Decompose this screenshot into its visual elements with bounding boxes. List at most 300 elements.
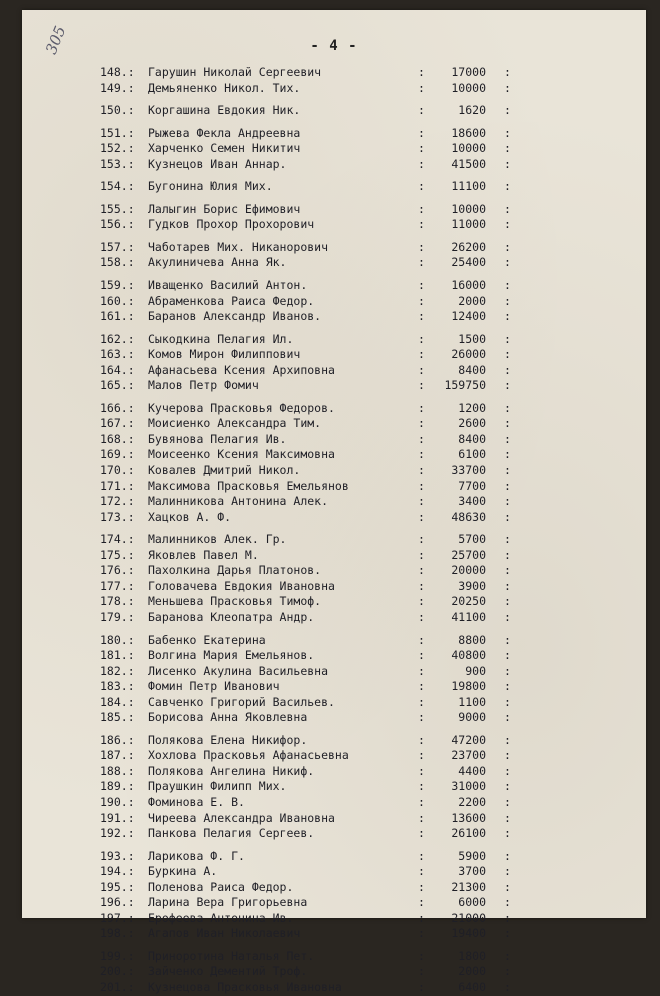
table-row xyxy=(100,479,620,495)
entry-separator: : xyxy=(504,879,511,894)
entry-separator: : xyxy=(418,80,425,95)
entry-name: Хацков А. Ф. xyxy=(148,509,232,524)
entry-number: 167.: xyxy=(100,416,135,431)
entry-separator: : xyxy=(418,400,425,415)
entry-amount: 21300 xyxy=(451,879,486,894)
entry-number: 197.: xyxy=(100,910,135,925)
entry-name: Пахолкина Дарья Платонов. xyxy=(148,563,322,578)
entry-name: Баранова Клеопатра Андр. xyxy=(148,609,315,624)
entry-separator: : xyxy=(418,179,425,194)
entry-amount: 19400 xyxy=(451,926,486,941)
table-row xyxy=(100,141,620,157)
entry-amount: 1800 xyxy=(458,948,486,963)
entry-separator: : xyxy=(418,632,425,647)
table-row xyxy=(100,432,620,448)
entry-separator: : xyxy=(504,609,511,624)
entry-name: Яковлев Павел М. xyxy=(148,547,259,562)
table-row xyxy=(100,378,620,394)
entry-separator: : xyxy=(418,278,425,293)
entry-name: Моисиенко Александра Тим. xyxy=(148,416,322,431)
entry-separator: : xyxy=(418,964,425,979)
entry-separator: : xyxy=(504,331,511,346)
entry-number: 170.: xyxy=(100,463,135,478)
table-row xyxy=(100,81,620,97)
entry-amount: 17000 xyxy=(451,65,486,79)
table-row xyxy=(100,779,620,795)
entry-separator: : xyxy=(418,748,425,763)
entry-separator: : xyxy=(504,103,511,118)
entry-separator: : xyxy=(504,794,511,809)
entry-separator: : xyxy=(418,478,425,493)
entry-name: Агапов Иван Николаевич xyxy=(148,926,301,941)
entry-amount: 12400 xyxy=(451,309,486,324)
entry-separator: : xyxy=(418,848,425,863)
entry-number: 199.: xyxy=(100,948,135,963)
entry-separator: : xyxy=(418,563,425,578)
table-row xyxy=(100,710,620,726)
entry-name: Праушкин Филипп Мих. xyxy=(148,779,287,794)
entry-separator: : xyxy=(504,926,511,941)
entry-amount: 13600 xyxy=(451,810,486,825)
entry-separator: : xyxy=(504,594,511,609)
entry-separator: : xyxy=(418,293,425,308)
entry-name: Ерофеева Антонина Ив. xyxy=(148,910,294,925)
entry-name: Демьяненко Никол. Тих. xyxy=(148,80,301,95)
table-row xyxy=(100,664,620,680)
entry-amount: 11100 xyxy=(451,179,486,194)
entry-number: 181.: xyxy=(100,648,135,663)
table-row xyxy=(100,610,620,626)
entry-amount: 18600 xyxy=(451,125,486,140)
table-row xyxy=(100,679,620,695)
entry-separator: : xyxy=(418,509,425,524)
entry-separator: : xyxy=(418,239,425,254)
entry-name: Моисеенко Ксения Максимовна xyxy=(148,447,335,462)
entry-name: Чиреева Александра Ивановна xyxy=(148,810,335,825)
table-row xyxy=(100,416,620,432)
entry-amount: 10000 xyxy=(451,141,486,156)
entry-name: Коргашина Евдокия Ник. xyxy=(148,103,301,118)
entry-number: 162.: xyxy=(100,331,135,346)
entry-name: Полякова Елена Никифор. xyxy=(148,732,308,747)
entry-separator: : xyxy=(504,910,511,925)
entry-amount: 26100 xyxy=(451,826,486,841)
entry-separator: : xyxy=(504,141,511,156)
table-row xyxy=(100,579,620,595)
table-row xyxy=(100,811,620,827)
entry-amount: 3700 xyxy=(458,864,486,879)
entry-separator: : xyxy=(418,732,425,747)
entry-separator: : xyxy=(504,378,511,393)
entry-separator: : xyxy=(504,400,511,415)
entry-separator: : xyxy=(418,710,425,725)
entry-name: Волгина Мария Емельянов. xyxy=(148,648,315,663)
entry-number: 175.: xyxy=(100,547,135,562)
entry-separator: : xyxy=(504,65,511,79)
entry-name: Лисенко Акулина Васильевна xyxy=(148,663,329,678)
entry-separator: : xyxy=(418,156,425,171)
table-row xyxy=(100,309,620,325)
entry-separator: : xyxy=(504,632,511,647)
entry-number: 174.: xyxy=(100,532,135,547)
entry-separator: : xyxy=(418,331,425,346)
entry-separator: : xyxy=(504,864,511,879)
entry-separator: : xyxy=(418,594,425,609)
table-row xyxy=(100,332,620,348)
entry-amount: 3900 xyxy=(458,578,486,593)
entry-separator: : xyxy=(418,447,425,462)
entry-separator: : xyxy=(418,347,425,362)
entry-name: Панкова Пелагия Сергеев. xyxy=(148,826,315,841)
table-row xyxy=(100,347,620,363)
entry-name: Фомин Петр Иванович xyxy=(148,679,280,694)
entry-separator: : xyxy=(504,648,511,663)
entry-separator: : xyxy=(504,578,511,593)
entry-separator: : xyxy=(504,362,511,377)
table-row xyxy=(100,548,620,564)
entry-amount: 7700 xyxy=(458,478,486,493)
entry-separator: : xyxy=(418,547,425,562)
document-page xyxy=(22,10,646,994)
entry-number: 194.: xyxy=(100,864,135,879)
table-row xyxy=(100,494,620,510)
entry-number: 172.: xyxy=(100,494,135,509)
entry-number: 182.: xyxy=(100,663,135,678)
entry-amount: 47200 xyxy=(451,732,486,747)
entry-name: Борисова Анна Яковлевна xyxy=(148,710,308,725)
entry-name: Кучерова Прасковья Федоров. xyxy=(148,400,335,415)
entry-name: Ларина Вера Григорьевна xyxy=(148,895,308,910)
entry-name: Иващенко Василий Антон. xyxy=(148,278,308,293)
entry-name: Бугонина Юлия Мих. xyxy=(148,179,273,194)
entry-separator: : xyxy=(504,416,511,431)
entry-amount: 20250 xyxy=(451,594,486,609)
entry-name: Буркина А. xyxy=(148,864,218,879)
entry-separator: : xyxy=(418,416,425,431)
entry-amount: 25700 xyxy=(451,547,486,562)
entry-number: 195.: xyxy=(100,879,135,894)
table-row xyxy=(100,278,620,294)
entry-number: 165.: xyxy=(100,378,135,393)
entry-amount: 2000 xyxy=(458,964,486,979)
entry-name: Афанасьева Ксения Архиповна xyxy=(148,362,335,377)
entry-number: 171.: xyxy=(100,478,135,493)
entry-number: 164.: xyxy=(100,362,135,377)
table-row xyxy=(100,849,620,865)
entry-number: 163.: xyxy=(100,347,135,362)
entry-separator: : xyxy=(418,463,425,478)
entry-separator: : xyxy=(418,910,425,925)
entry-number: 180.: xyxy=(100,632,135,647)
entry-separator: : xyxy=(418,810,425,825)
table-row xyxy=(100,633,620,649)
entry-separator: : xyxy=(504,447,511,462)
table-row xyxy=(100,202,620,218)
entry-separator: : xyxy=(504,509,511,524)
entry-amount: 5700 xyxy=(458,532,486,547)
entry-separator: : xyxy=(504,179,511,194)
entry-name: Приноротина Наталья Пет. xyxy=(148,948,315,963)
entry-separator: : xyxy=(418,141,425,156)
entry-number: 158.: xyxy=(100,255,135,270)
entry-separator: : xyxy=(418,201,425,216)
table-row xyxy=(100,864,620,880)
entry-separator: : xyxy=(504,748,511,763)
entry-name: Комов Мирон Филиппович xyxy=(148,347,301,362)
entry-separator: : xyxy=(504,239,511,254)
archive-mark: 305 xyxy=(42,23,70,57)
entry-amount: 9000 xyxy=(458,710,486,725)
entry-number: 161.: xyxy=(100,309,135,324)
entry-name: Баранов Александр Иванов. xyxy=(148,309,322,324)
entry-separator: : xyxy=(504,494,511,509)
table-row xyxy=(100,764,620,780)
entry-amount: 40800 xyxy=(451,648,486,663)
table-row xyxy=(100,648,620,664)
table-row xyxy=(100,563,620,579)
entry-separator: : xyxy=(504,431,511,446)
entry-number: 200.: xyxy=(100,964,135,979)
entry-separator: : xyxy=(418,794,425,809)
table-row xyxy=(100,733,620,749)
entry-name: Максимова Прасковья Емельянов xyxy=(148,478,349,493)
entry-number: 196.: xyxy=(100,895,135,910)
entry-name: Полякова Ангелина Никиф. xyxy=(148,763,315,778)
entry-name: Поленова Раиса Федор. xyxy=(148,879,294,894)
entry-separator: : xyxy=(418,895,425,910)
entry-amount: 41500 xyxy=(451,156,486,171)
entry-name: Малинникова Антонина Алек. xyxy=(148,494,329,509)
entry-amount: 1100 xyxy=(458,694,486,709)
entry-separator: : xyxy=(504,201,511,216)
entry-amount: 1500 xyxy=(458,331,486,346)
entry-number: 177.: xyxy=(100,578,135,593)
entry-separator: : xyxy=(504,278,511,293)
table-row xyxy=(100,926,620,942)
entry-separator: : xyxy=(418,663,425,678)
table-row xyxy=(100,103,620,119)
entry-separator: : xyxy=(504,255,511,270)
entry-number: 153.: xyxy=(100,156,135,171)
entry-separator: : xyxy=(504,826,511,841)
entry-number: 201.: xyxy=(100,979,135,994)
entry-name: Чаботарев Мих. Никанорович xyxy=(148,239,329,254)
entry-separator: : xyxy=(418,578,425,593)
entry-number: 193.: xyxy=(100,848,135,863)
entry-name: Хохлова Прасковья Афанасьевна xyxy=(148,748,349,763)
entry-amount: 5900 xyxy=(458,848,486,863)
entry-name: Сыкодкина Пелагия Ил. xyxy=(148,331,294,346)
entry-separator: : xyxy=(504,547,511,562)
entry-amount: 8400 xyxy=(458,362,486,377)
table-row xyxy=(100,240,620,256)
entry-amount: 33700 xyxy=(451,463,486,478)
entry-name: Кузнецова Прасковья Ивановна xyxy=(148,979,342,994)
entry-name: Головачева Евдокия Ивановна xyxy=(148,578,335,593)
entry-number: 159.: xyxy=(100,278,135,293)
entry-amount: 3400 xyxy=(458,494,486,509)
entry-list xyxy=(100,65,620,996)
entry-name: Фоминова Е. В. xyxy=(148,794,245,809)
entry-amount: 26200 xyxy=(451,239,486,254)
entry-amount: 26000 xyxy=(451,347,486,362)
entry-number: 186.: xyxy=(100,732,135,747)
table-row xyxy=(100,964,620,980)
entry-separator: : xyxy=(504,779,511,794)
entry-amount: 159750 xyxy=(444,378,486,393)
table-row xyxy=(100,949,620,965)
table-row xyxy=(100,447,620,463)
entry-separator: : xyxy=(504,156,511,171)
entry-separator: : xyxy=(418,255,425,270)
entry-separator: : xyxy=(504,309,511,324)
entry-separator: : xyxy=(418,65,425,79)
entry-amount: 10000 xyxy=(451,80,486,95)
entry-separator: : xyxy=(418,217,425,232)
entry-name: Гарушин Николай Сергеевич xyxy=(148,65,322,79)
table-row xyxy=(100,911,620,927)
table-row xyxy=(100,826,620,842)
entry-number: 155.: xyxy=(100,201,135,216)
entry-separator: : xyxy=(418,763,425,778)
entry-number: 157.: xyxy=(100,239,135,254)
entry-separator: : xyxy=(418,694,425,709)
entry-separator: : xyxy=(418,494,425,509)
entry-separator: : xyxy=(504,478,511,493)
entry-name: Лалыгин Борис Ефимович xyxy=(148,201,301,216)
entry-number: 185.: xyxy=(100,710,135,725)
entry-number: 169.: xyxy=(100,447,135,462)
entry-amount: 10000 xyxy=(451,201,486,216)
entry-separator: : xyxy=(504,848,511,863)
entry-name: Харченко Семен Никитич xyxy=(148,141,301,156)
entry-amount: 6400 xyxy=(458,979,486,994)
entry-amount: 2000 xyxy=(458,293,486,308)
table-row xyxy=(100,532,620,548)
entry-number: 179.: xyxy=(100,609,135,624)
entry-separator: : xyxy=(504,217,511,232)
entry-amount: 4400 xyxy=(458,763,486,778)
table-row xyxy=(100,294,620,310)
entry-amount: 20000 xyxy=(451,563,486,578)
entry-separator: : xyxy=(418,879,425,894)
entry-number: 191.: xyxy=(100,810,135,825)
entry-separator: : xyxy=(504,979,511,994)
entry-separator: : xyxy=(504,463,511,478)
entry-name: Малинников Алек. Гр. xyxy=(148,532,287,547)
entry-number: 190.: xyxy=(100,794,135,809)
entry-number: 198.: xyxy=(100,926,135,941)
table-row xyxy=(100,179,620,195)
entry-separator: : xyxy=(504,679,511,694)
entry-amount: 31000 xyxy=(451,779,486,794)
entry-separator: : xyxy=(504,125,511,140)
entry-amount: 19800 xyxy=(451,679,486,694)
entry-number: 168.: xyxy=(100,431,135,446)
entry-number: 160.: xyxy=(100,293,135,308)
entry-separator: : xyxy=(504,732,511,747)
entry-amount: 48630 xyxy=(451,509,486,524)
table-row xyxy=(100,255,620,271)
entry-amount: 23700 xyxy=(451,748,486,763)
table-row xyxy=(100,217,620,233)
entry-number: 151.: xyxy=(100,125,135,140)
table-row xyxy=(100,695,620,711)
entry-separator: : xyxy=(418,362,425,377)
entry-separator: : xyxy=(504,810,511,825)
entry-name: Бувянова Пелагия Ив. xyxy=(148,431,287,446)
entry-amount: 21000 xyxy=(451,910,486,925)
table-row xyxy=(100,363,620,379)
entry-number: 184.: xyxy=(100,694,135,709)
entry-name: Малов Петр Фомич xyxy=(148,378,259,393)
entry-name: Акулиничева Анна Як. xyxy=(148,255,287,270)
entry-separator: : xyxy=(418,679,425,694)
entry-number: 173.: xyxy=(100,509,135,524)
entry-number: 187.: xyxy=(100,748,135,763)
entry-number: 149.: xyxy=(100,80,135,95)
entry-amount: 8400 xyxy=(458,431,486,446)
entry-name: Рыжева Фекла Андреевна xyxy=(148,125,301,140)
entry-amount: 25400 xyxy=(451,255,486,270)
table-row xyxy=(100,126,620,142)
entry-separator: : xyxy=(418,609,425,624)
entry-name: Ковалев Дмитрий Никол. xyxy=(148,463,301,478)
entry-separator: : xyxy=(418,926,425,941)
entry-number: 166.: xyxy=(100,400,135,415)
table-row xyxy=(100,510,620,526)
entry-separator: : xyxy=(418,948,425,963)
entry-separator: : xyxy=(504,80,511,95)
entry-amount: 6100 xyxy=(458,447,486,462)
entry-amount: 6000 xyxy=(458,895,486,910)
entry-separator: : xyxy=(504,532,511,547)
entry-separator: : xyxy=(504,563,511,578)
entry-separator: : xyxy=(418,378,425,393)
entry-number: 176.: xyxy=(100,563,135,578)
entry-number: 156.: xyxy=(100,217,135,232)
entry-name: Ларикова Ф. Г. xyxy=(148,848,245,863)
entry-separator: : xyxy=(504,663,511,678)
entry-separator: : xyxy=(504,763,511,778)
table-row xyxy=(100,980,620,996)
entry-name: Гудков Прохор Прохорович xyxy=(148,217,315,232)
entry-separator: : xyxy=(504,895,511,910)
entry-number: 150.: xyxy=(100,103,135,118)
entry-amount: 900 xyxy=(465,663,486,678)
entry-number: 154.: xyxy=(100,179,135,194)
entry-amount: 2200 xyxy=(458,794,486,809)
entry-number: 183.: xyxy=(100,679,135,694)
entry-number: 148.: xyxy=(100,65,135,79)
entry-name: Кузнецов Иван Аннар. xyxy=(148,156,287,171)
entry-separator: : xyxy=(418,826,425,841)
entry-amount: 11000 xyxy=(451,217,486,232)
entry-number: 152.: xyxy=(100,141,135,156)
table-row xyxy=(100,65,620,81)
table-row xyxy=(100,463,620,479)
table-row xyxy=(100,401,620,417)
entry-name: Савченко Григорий Васильев. xyxy=(148,694,335,709)
entry-name: Меньшева Прасковья Тимоф. xyxy=(148,594,322,609)
entry-separator: : xyxy=(504,964,511,979)
table-row xyxy=(100,157,620,173)
entry-separator: : xyxy=(504,948,511,963)
entry-separator: : xyxy=(418,103,425,118)
entry-separator: : xyxy=(418,431,425,446)
entry-separator: : xyxy=(418,532,425,547)
entry-separator: : xyxy=(418,779,425,794)
